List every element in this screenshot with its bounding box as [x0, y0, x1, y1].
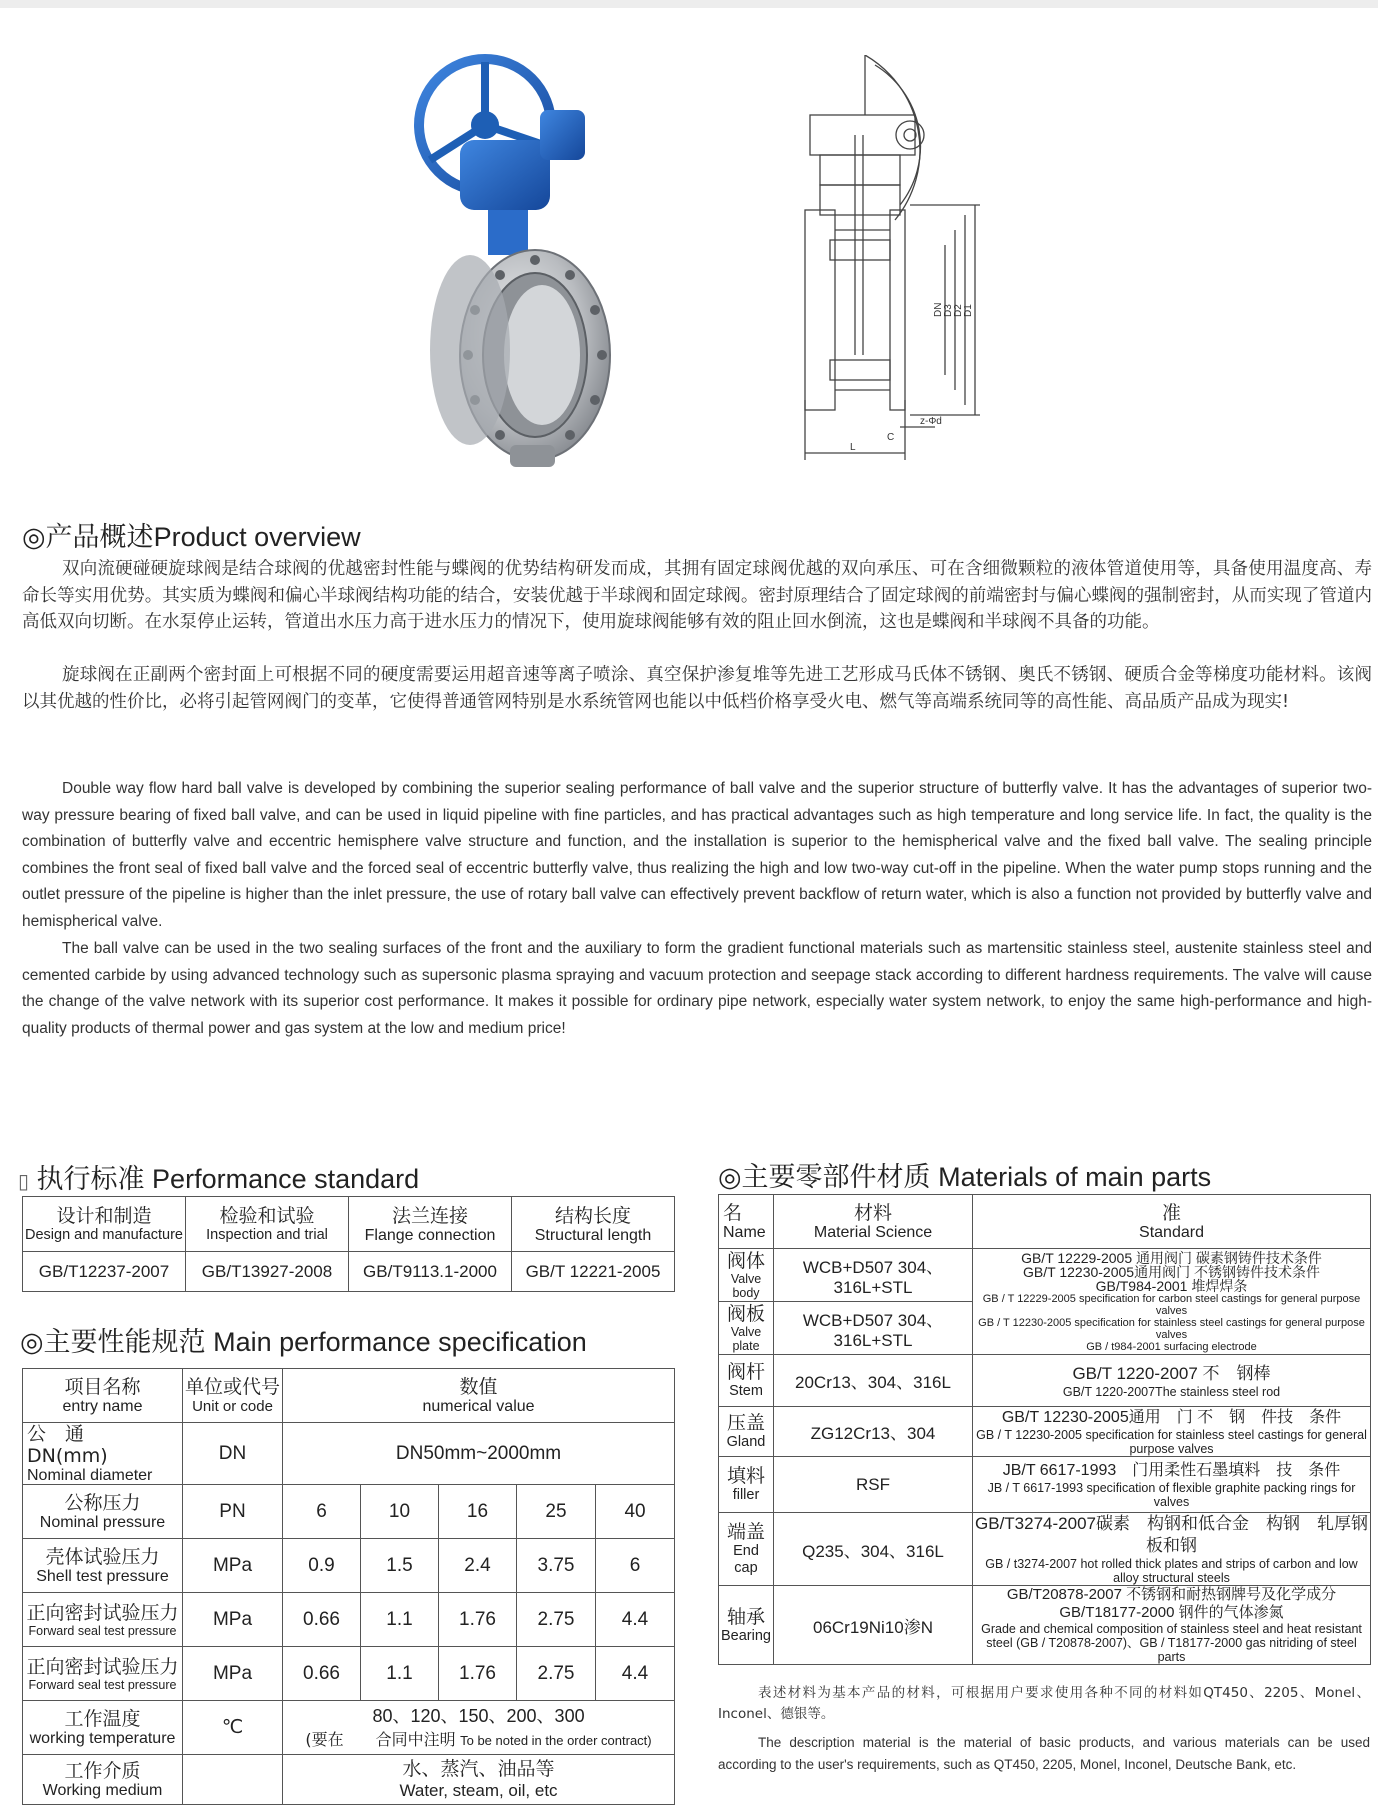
part-standard-body-plate [973, 1249, 1371, 1355]
spec-cell: 1.76 [439, 1647, 517, 1701]
part-standard [973, 1407, 1371, 1457]
spec-header-item-en: entry name [62, 1398, 143, 1415]
spec-row-medium-values [283, 1755, 675, 1805]
part-name [719, 1586, 774, 1665]
overview-para-cn-2: 旋球阀在正副两个密封面上可根据不同的硬度需要运用超音速等离子喷涂、真空保护渗复堆等先进工艺形成马氏体不锈钢、奥氏不锈钢、硬质合金等梯度功能材料。该阀以其优越的性价比，必将引起管网阀门的变革，它使得普通管网特别是水系统管网也能以中低档价格享受火电、燃气等高端系统同等的高性能、高品质产品成为现实! [22, 665, 1372, 712]
standard-title-cn: 执行标准 [36, 1164, 145, 1195]
part-standard [973, 1513, 1371, 1586]
spec-header-unit-en: Unit or code [192, 1398, 273, 1415]
standard-header-cell [186, 1197, 349, 1252]
overview-para-cn-1: 双向流硬碰硬旋球阀是结合球阀的优越密封性能与蝶阀的优势结构研发而成，其拥有固定球阀优越的双向承压、可在含细微颗粒的液体管道使用等，具备使用温度高、寿命长等实用优势。其实质为蝶阀和偏心半球阀结构功能的结合，安装优越于半球阀和固定球阀。密封原理结合了固定球阀的前端密封与偏心蝶阀的强制密封，从而实现了管道内高低双向切断。在水泵停止运转，管道出水压力高于进水压力的情况下，使用旋球阀能够有效的阻止回水倒流，这也是蝶阀和半球阀不具备的功能。 [22, 559, 1372, 632]
materials-header-material-en: Material Science [813, 1224, 933, 1241]
temperature-note-en: To be noted in the order contract) [460, 1733, 652, 1748]
spec-row-forward-seal [23, 1647, 675, 1701]
spec-row-unit: DN [183, 1423, 283, 1485]
standard-line: GB/T 12230-2005通用阀门 不锈钢铸件技术条件 [1023, 1263, 1320, 1280]
part-material: WCB+D507 304、316L+STL [774, 1249, 973, 1302]
spec-row-label [23, 1539, 183, 1593]
spec-row-unit: MPa [183, 1647, 283, 1701]
spec-header-row [23, 1369, 675, 1423]
overview-title-en: Product overview [153, 522, 361, 552]
spec-title [20, 1320, 587, 1359]
standard-header-cn: 结构长度 [554, 1204, 631, 1227]
spec-row-unit: ℃ [183, 1701, 283, 1755]
spec-row-label-en: working temperature [29, 1730, 176, 1747]
spec-row-label [23, 1423, 183, 1485]
materials-header-name-en: Name [723, 1224, 766, 1241]
spec-row-label-en: Nominal diameter [27, 1467, 153, 1484]
part-name-cn: 压盖 [726, 1412, 765, 1434]
standard-value: GB/T9113.1-2000 [349, 1252, 512, 1292]
overview-para-en-1: Double way flow hard ball valve is developed by combining the superior sealing performance of ball valve and the superior structure of butterfly valve. It has the advantages of superior two-way pressure bearing of fixed ball valve, and can be used in liquid pipeline with fine particles, and has practical advantages such as high temperature and long service life. In fact, the quality is the combination of butterfly valve and eccentric hemisphere valve structure and function, and the installation is superior to the hemispherical valve and the fixed ball valve. The sealing principle combines the front seal of fixed ball valve and the forced seal of eccentric butterfly valve, thus realizing the high and low two-way cut-off in the pipeline. When the water pump stops running and the outlet pressure of the pipeline is higher than the inlet pressure, the use of rotary ball valve can effectively prevent backflow of return water, which is also a function not provided by butterfly valve and hemispherical valve. [22, 780, 1372, 930]
standard-header-cn: 设计和制造 [56, 1204, 152, 1227]
spec-cell: 1.1 [361, 1593, 439, 1647]
spec-cell: 2.75 [517, 1647, 596, 1701]
standard-line: GB/T984-2001 堆焊焊条 [1095, 1277, 1248, 1294]
part-name-cn: 阀体 [726, 1250, 765, 1272]
part-name-cn: 端盖 [726, 1521, 765, 1543]
medium-en: Water, steam, oil, etc [399, 1781, 558, 1800]
materials-header-standard [973, 1195, 1371, 1249]
standard-cn: GB/T 12230-2005通用 门 不 钢 件技 条件 [1001, 1408, 1342, 1426]
part-material: 06Cr19Ni10渗N [774, 1586, 973, 1665]
drawing-label-zd: z-Φd [920, 416, 942, 427]
valve-dimension-drawing [795, 55, 995, 467]
spec-row-label-cn: 正向密封试验压力 [26, 1655, 179, 1678]
spec-cell: 1.1 [361, 1647, 439, 1701]
materials-header-name [719, 1195, 774, 1249]
standard-cn: JB/T 6617-1993 门用柔性石墨填料 技 条件 [1002, 1461, 1341, 1479]
drawing-label-d2: D2 [953, 304, 964, 317]
spec-row-label [23, 1647, 183, 1701]
part-name-cn: 阀杆 [726, 1361, 765, 1383]
temperature-note-cn: (要在 合同中注明 [305, 1730, 456, 1749]
part-name [719, 1355, 774, 1407]
part-name-en: Stem [729, 1383, 763, 1399]
spec-row-working-medium [23, 1755, 675, 1805]
standard-table [22, 1196, 675, 1292]
spec-cell: 0.9 [283, 1539, 361, 1593]
spec-cell: 2.4 [439, 1539, 517, 1593]
part-material: RSF [774, 1457, 973, 1513]
spec-cell: 2.75 [517, 1593, 596, 1647]
part-name-en: Valve body [730, 1272, 762, 1300]
standard-line: GB/T 12229-2005 通用阀门 碳素钢铸件技术条件 [1021, 1249, 1322, 1266]
drawing-label-dn: DN [933, 302, 944, 317]
spec-row-label-en: Shell test pressure [36, 1568, 169, 1585]
standard-header-cell [349, 1197, 512, 1252]
standard-value-row [23, 1252, 675, 1292]
spec-row-label-en: Working medium [42, 1782, 163, 1799]
overview-title [22, 515, 361, 554]
spec-row-label [23, 1593, 183, 1647]
standard-line: GB / T 12230-2005 specification for stainless steel castings for general purpose valves [978, 1316, 1365, 1341]
part-material: WCB+D507 304、316L+STL [774, 1302, 973, 1355]
spec-row-label [23, 1701, 183, 1755]
valve-product-image [410, 50, 630, 470]
spec-row-label-cn: 工作介质 [64, 1760, 141, 1782]
temperature-values: 80、120、150、200、300 [372, 1706, 585, 1726]
spec-cell: 4.4 [596, 1593, 675, 1647]
materials-row-bearing [719, 1586, 1371, 1665]
materials-header-standard-cn: 准 [1161, 1202, 1181, 1224]
spec-row-label [23, 1755, 183, 1805]
spec-header-item-cn: 项目名称 [64, 1376, 141, 1398]
standard-title [18, 1157, 419, 1196]
medium-cn: 水、蒸汽、油品等 [402, 1758, 555, 1780]
part-material: Q235、304、316L [774, 1513, 973, 1586]
standard-line: GB / T 12229-2005 specification for carbon steel castings for general purpose valves [982, 1292, 1361, 1317]
standard-header-cn: 法兰连接 [391, 1204, 468, 1227]
spec-row-working-temperature [23, 1701, 675, 1755]
spec-cell: 1.5 [361, 1539, 439, 1593]
spec-row-label [23, 1485, 183, 1539]
part-name [719, 1513, 774, 1586]
standard-header-cell [512, 1197, 675, 1252]
materials-header-row [719, 1195, 1371, 1249]
part-name [719, 1457, 774, 1513]
part-name-en: Valve plate [730, 1325, 762, 1353]
materials-title-cn: ◎主要零部件材质 [718, 1162, 931, 1193]
drawing-label-c: C [887, 432, 895, 443]
spec-row-label-en: Forward seal test pressure [28, 1623, 177, 1638]
materials-row-filler [719, 1457, 1371, 1513]
spec-cell: 0.66 [283, 1647, 361, 1701]
part-name-cn: 阀板 [726, 1303, 765, 1325]
standard-cn: GB/T3274-2007碳素 构钢和低合金 构钢 轧厚钢板和钢 [975, 1514, 1368, 1555]
materials-row-stem [719, 1355, 1371, 1407]
standard-en: GB / t3274-2007 hot rolled thick plates and strips of carbon and low alloy structural steels [985, 1557, 1358, 1585]
spec-table [22, 1368, 675, 1805]
spec-cell: 4.4 [596, 1647, 675, 1701]
spec-cell: 0.66 [283, 1593, 361, 1647]
part-standard [973, 1586, 1371, 1665]
part-name-en: End cap [733, 1543, 759, 1576]
standard-en: GB / T 12230-2005 specification for stainless steel castings for general purpose valves [976, 1427, 1367, 1456]
spec-header-item [23, 1369, 183, 1423]
spec-cell: 40 [596, 1485, 675, 1539]
spec-cell: 1.76 [439, 1593, 517, 1647]
standard-header-row [23, 1197, 675, 1252]
spec-cell: 3.75 [517, 1539, 596, 1593]
spec-header-unit [183, 1369, 283, 1423]
spec-header-unit-cn: 单位或代号 [185, 1376, 281, 1398]
part-name-cn: 轴承 [726, 1605, 765, 1628]
standard-header-en: Structural length [534, 1226, 652, 1244]
spec-row-label-cn: 正向密封试验压力 [26, 1601, 179, 1624]
part-standard [973, 1355, 1371, 1407]
part-name-en: Bearing [721, 1627, 771, 1644]
standard-value: GB/T12237-2007 [23, 1252, 186, 1292]
part-name [719, 1302, 774, 1355]
drawing-label-l: L [850, 442, 856, 453]
overview-title-cn: ◎产品概述 [22, 522, 154, 553]
standard-en: Grade and chemical composition of stainless steel and heat resistant steel (GB / T20878-2007)、GB / T18177-2000 gas nitriding of steel parts [981, 1622, 1362, 1664]
part-material: ZG12Cr13、304 [774, 1407, 973, 1457]
spec-cell: 16 [439, 1485, 517, 1539]
part-name [719, 1249, 774, 1302]
standard-value: GB/T13927-2008 [186, 1252, 349, 1292]
part-name-cn: 填料 [726, 1465, 765, 1487]
top-border [0, 0, 1378, 8]
spec-cell: 10 [361, 1485, 439, 1539]
spec-title-cn: ◎主要性能规范 [20, 1327, 206, 1358]
spec-row-nominal-pressure [23, 1485, 675, 1539]
part-material: 20Cr13、304、316L [774, 1355, 973, 1407]
standard-line: GB / t984-2001 surfacing electrode [1086, 1340, 1257, 1353]
overview-para-en-2: The ball valve can be used in the two sealing surfaces of the front and the auxiliary to form the gradient functional materials such as martensitic stainless steel, austenite stainless steel and cemented carbide by using advanced technology such as supersonic plasma spraying and vacuum protection and seepage stack according to different hardness requirements. The valve will cause the change of the valve network with its superior cost performance. It makes it possible for ordinary pipe network, especially water system network, to enjoy the same high-performance and high-quality products of thermal power and gas system at the low and medium price! [22, 940, 1372, 1037]
standard-header-en: Design and manufacture [25, 1226, 183, 1243]
part-name [719, 1407, 774, 1457]
spec-cell: 25 [517, 1485, 596, 1539]
spec-cell: 6 [596, 1539, 675, 1593]
spec-row-label-cn: 公 通 DN(mm) [27, 1423, 108, 1467]
spec-row-label-cn: 公称压力 [64, 1492, 141, 1514]
materials-note-en: The description material is the material of basic products, and various materials can be used according to the user's requirements, such as QT450, 2205, Monel, Inconel, Deutsche Bank, etc. [718, 1735, 1370, 1772]
spec-row-temperature-values [283, 1701, 675, 1755]
part-name-en: Gland [726, 1434, 766, 1450]
spec-row-unit: MPa [183, 1539, 283, 1593]
materials-row-gland [719, 1407, 1371, 1457]
spec-row-label-cn: 壳体试验压力 [45, 1546, 160, 1568]
box-icon: ▯ [18, 1171, 30, 1193]
spec-row-unit: PN [183, 1485, 283, 1539]
drawing-label-d3: D3 [943, 304, 954, 317]
standard-cn: GB/T 1220-2007 不 钢棒 [1072, 1363, 1271, 1383]
spec-header-value-en: numerical value [422, 1398, 535, 1415]
spec-header-value [283, 1369, 675, 1423]
spec-cell: 6 [283, 1485, 361, 1539]
materials-row-end-cap [719, 1513, 1371, 1586]
standard-header-cn: 检验和试验 [219, 1204, 315, 1227]
materials-header-material-cn: 材料 [853, 1202, 892, 1224]
materials-header-material [774, 1195, 973, 1249]
drawing-label-d1: D1 [963, 304, 974, 317]
spec-header-value-cn: 数值 [459, 1376, 498, 1398]
spec-row-label-en: Forward seal test pressure [28, 1677, 177, 1692]
standard-header-en: Inspection and trial [206, 1226, 328, 1243]
spec-row-span-value: DN50mm~2000mm [283, 1423, 675, 1485]
materials-title-en: Materials of main parts [938, 1162, 1212, 1192]
standard-en: GB/T 1220-2007The stainless steel rod [1062, 1384, 1281, 1399]
spec-row-unit [183, 1755, 283, 1805]
standard-header-en: Flange connection [364, 1226, 496, 1244]
spec-row-nominal-diameter [23, 1423, 675, 1485]
materials-note-cn: 表述材料为基本产品的材料，可根据用户要求使用各种不同的材料如QT450、2205、Monel、Inconel、德银等。 [718, 1685, 1370, 1722]
part-name-en: filler [732, 1487, 760, 1503]
standard-en: JB / T 6617-1993 specification of flexible graphite packing rings for valves [987, 1480, 1356, 1509]
spec-row-unit: MPa [183, 1593, 283, 1647]
part-standard [973, 1457, 1371, 1513]
standard-header-cell [23, 1197, 186, 1252]
materials-header-standard-en: Standard [1139, 1224, 1204, 1241]
spec-row-label-cn: 工作温度 [64, 1708, 141, 1730]
materials-table [718, 1194, 1371, 1665]
spec-row-shell-test [23, 1539, 675, 1593]
materials-header-name-cn: 名 [723, 1202, 743, 1224]
materials-row-valve-body [719, 1249, 1371, 1302]
spec-row-forward-seal [23, 1593, 675, 1647]
standard-cn: GB/T20878-2007 不锈钢和耐热钢牌号及化学成分 GB/T18177-2000 钢件的气体渗氮 [1006, 1586, 1337, 1621]
standard-value: GB/T 12221-2005 [512, 1252, 675, 1292]
spec-row-label-en: Nominal pressure [39, 1514, 166, 1531]
materials-title [718, 1155, 1211, 1194]
spec-title-en: Main performance specification [213, 1327, 587, 1357]
standard-title-en: Performance standard [152, 1164, 420, 1194]
